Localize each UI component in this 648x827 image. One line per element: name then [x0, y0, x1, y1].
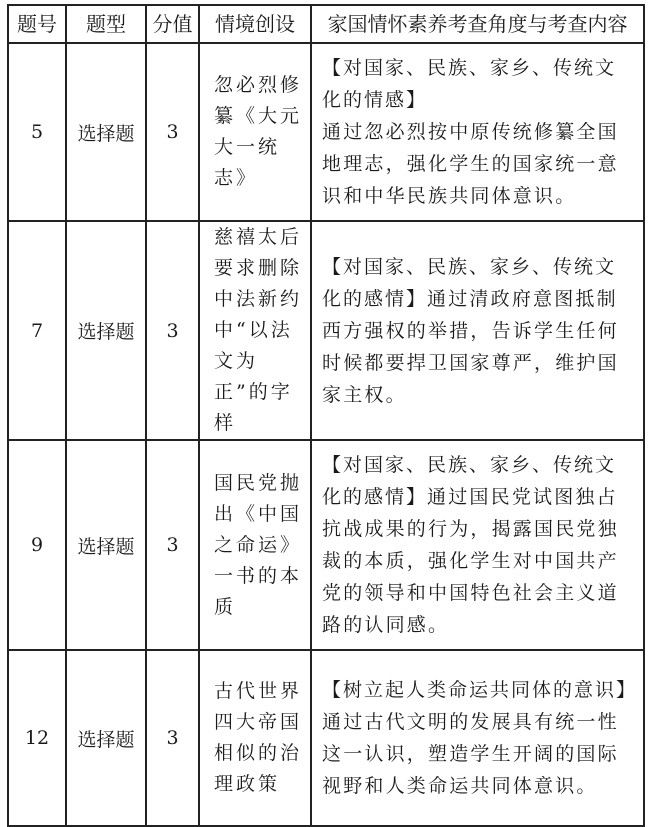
question-number: 5 — [8, 43, 66, 221]
table-row — [8, 43, 644, 221]
assessment-tag: 【树立起人类命运共同体的意识】 — [322, 679, 638, 701]
assessment-tag: 【对国家、民族、家乡、传统文化的情感】 — [322, 57, 617, 111]
header-context: 情境创设 — [199, 5, 311, 43]
assessment-cell — [311, 440, 644, 650]
question-context: 忽必烈修纂《大元大一统志》 — [199, 43, 311, 221]
question-number: 12 — [8, 650, 66, 826]
question-type: 选择题 — [66, 650, 146, 826]
assessment-cell — [311, 650, 644, 826]
question-score: 3 — [146, 43, 199, 221]
header-assessment: 家国情怀素养考查角度与考查内容 — [311, 5, 644, 43]
question-type: 选择题 — [66, 440, 146, 650]
header-question-type: 题型 — [66, 5, 146, 43]
table-header-row — [8, 5, 644, 43]
assessment-cell — [311, 221, 644, 440]
table-row — [8, 650, 644, 826]
assessment-tag: 【对国家、民族、家乡、传统文化的感情】 — [322, 255, 617, 310]
assessment-content: 通过古代文明的发展具有统一性这一认识，塑造学生开阔的国际视野和人类命运共同体意识。 — [322, 711, 619, 797]
assessment-cell — [311, 43, 644, 221]
assessment-tag: 【对国家、民族、家乡、传统文化的感情】 — [322, 454, 617, 508]
assessment-content: 通过清政府意图抵制西方强权的举措，告诉学生任何时候都要捍卫国家尊严，维护国家主权。 — [322, 287, 619, 406]
assessment-content: 通过忽必烈按中原传统修纂全国地理志，强化学生的国家统一意识和中华民族共同体意识。 — [322, 121, 619, 207]
question-score: 3 — [146, 650, 199, 826]
question-context: 慈禧太后要求删除中法新约中“以法文为正”的字样 — [199, 221, 311, 440]
question-score: 3 — [146, 221, 199, 440]
header-question-number: 题号 — [8, 5, 66, 43]
question-context: 古代世界四大帝国相似的治理政策 — [199, 650, 311, 826]
question-number: 9 — [8, 440, 66, 650]
question-context: 国民党抛出《中国之命运》一书的本质 — [199, 440, 311, 650]
assessment-content: 通过国民党试图独占抗战成果的行为，揭露国民党独裁的本质，强化学生对中国共产党的领导和中国特色社会主义道路的认同感。 — [322, 486, 619, 636]
question-number: 7 — [8, 221, 66, 440]
exam-analysis-table — [7, 4, 645, 827]
table-row — [8, 440, 644, 650]
header-score: 分值 — [146, 5, 199, 43]
question-score: 3 — [146, 440, 199, 650]
question-type: 选择题 — [66, 43, 146, 221]
question-type: 选择题 — [66, 221, 146, 440]
table-row — [8, 221, 644, 440]
